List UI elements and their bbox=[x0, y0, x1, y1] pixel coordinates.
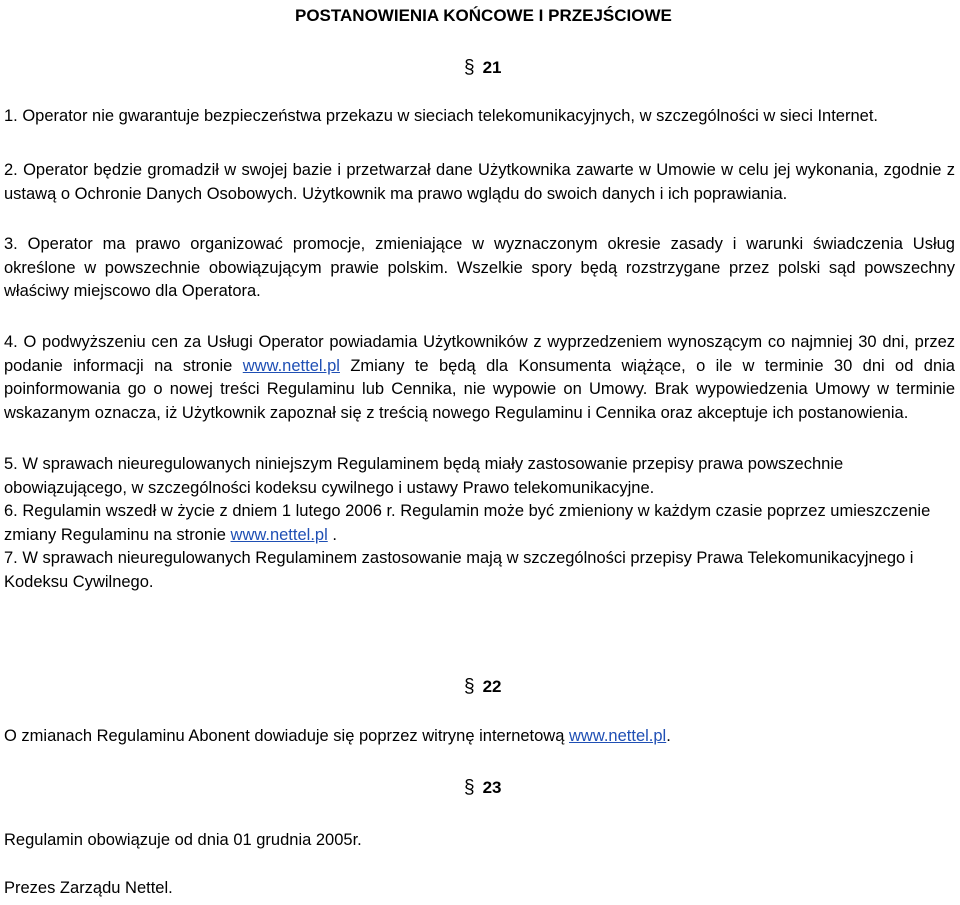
section-number: 21 bbox=[482, 58, 502, 77]
section-symbol: § bbox=[464, 777, 475, 798]
section-22-heading bbox=[464, 675, 502, 699]
paragraph-6-text-end: . bbox=[327, 525, 337, 544]
paragraph-6 bbox=[4, 500, 949, 547]
paragraph-4-text-start: 4. O podwyższeniu cen za Usługi Operator powiadamia Użytkowników z wyprzedzeniem wynoszącym co najmniej 30 dni, przez podanie informacji na stronie bbox=[4, 333, 955, 375]
section-21-heading bbox=[464, 56, 502, 80]
paragraph-4 bbox=[4, 331, 955, 425]
section-number: 23 bbox=[482, 778, 502, 797]
nettel-website-link[interactable]: www.nettel.pl bbox=[569, 727, 667, 745]
website-notice-period: . bbox=[666, 727, 671, 745]
paragraph-7: 7. W sprawach nieuregulowanych Regulaminem zastosowanie mają w szczególności przepisy Prawa Telekomunikacyjnego i Kodeksu Cywilnego. bbox=[4, 549, 914, 591]
nettel-website-link[interactable]: www.nettel.pl bbox=[230, 525, 328, 544]
paragraph-5: 5. W sprawach nieuregulowanych niniejszym Regulaminem będą miały zastosowanie przepisy prawa powszechnie obowiązującego, w szczególności kodeksu cywilnego i ustawy Prawo telekomunikacyjne. bbox=[4, 455, 844, 497]
section-symbol: § bbox=[464, 676, 475, 697]
section-number: 22 bbox=[482, 677, 502, 696]
nettel-website-link[interactable]: www.nettel.pl bbox=[242, 356, 340, 375]
paragraph-4-text-end: Zmiany te będą dla Konsumenta wiążące, o ile w terminie 30 dni od dnia poinformowania go o nowej treści Regulaminu lub Cennika, nie wypowie on Umowy. Brak wypowiedzenia Umowy w terminie wskazanym oznacza, iż Użytkownik zapoznał się z treścią nowego Regulaminu i Cennika oraz akceptuje ich postanowienia. bbox=[4, 356, 955, 422]
paragraph-6-text-start: 6. Regulamin wszedł w życie z dniem 1 lutego 2006 r. Regulamin może być zmieniony w każdym czasie poprzez umieszczenie zmiany Regulaminu na stronie bbox=[4, 502, 931, 544]
effective-date: Regulamin obowiązuje od dnia 01 grudnia 2005r. bbox=[4, 831, 362, 849]
website-notice-text: O zmianach Regulaminu Abonent dowiaduje się poprzez witrynę internetową bbox=[4, 727, 569, 745]
section-23-heading bbox=[464, 776, 502, 800]
paragraph-3: 3. Operator ma prawo organizować promocje, zmieniające w wyznaczonym okresie zasady i warunki świadczenia Usług określone w powszechnie obowiązującym prawie polskim. Wszelkie spory będą rozstrzygane przez polski sąd powszechny właściwy miejscowo dla Operatora. bbox=[4, 235, 955, 300]
section-symbol: § bbox=[464, 57, 475, 78]
document-title: POSTANOWIENIA KOŃCOWE I PRZEJŚCIOWE bbox=[295, 6, 672, 25]
signature-line: Prezes Zarządu Nettel. bbox=[4, 879, 173, 897]
paragraph-website-notice bbox=[4, 725, 955, 749]
paragraph-2: 2. Operator będzie gromadził w swojej bazie i przetwarzał dane Użytkownika zawarte w Umowie w celu jej wykonania, zgodnie z ustawą o Ochronie Danych Osobowych. Użytkownik ma prawo wglądu do swoich danych i ich poprawiania. bbox=[4, 161, 955, 203]
paragraph-1: 1. Operator nie gwarantuje bezpieczeństwa przekazu w sieciach telekomunikacyjnych, w szczególności w sieci Internet. bbox=[4, 107, 879, 125]
